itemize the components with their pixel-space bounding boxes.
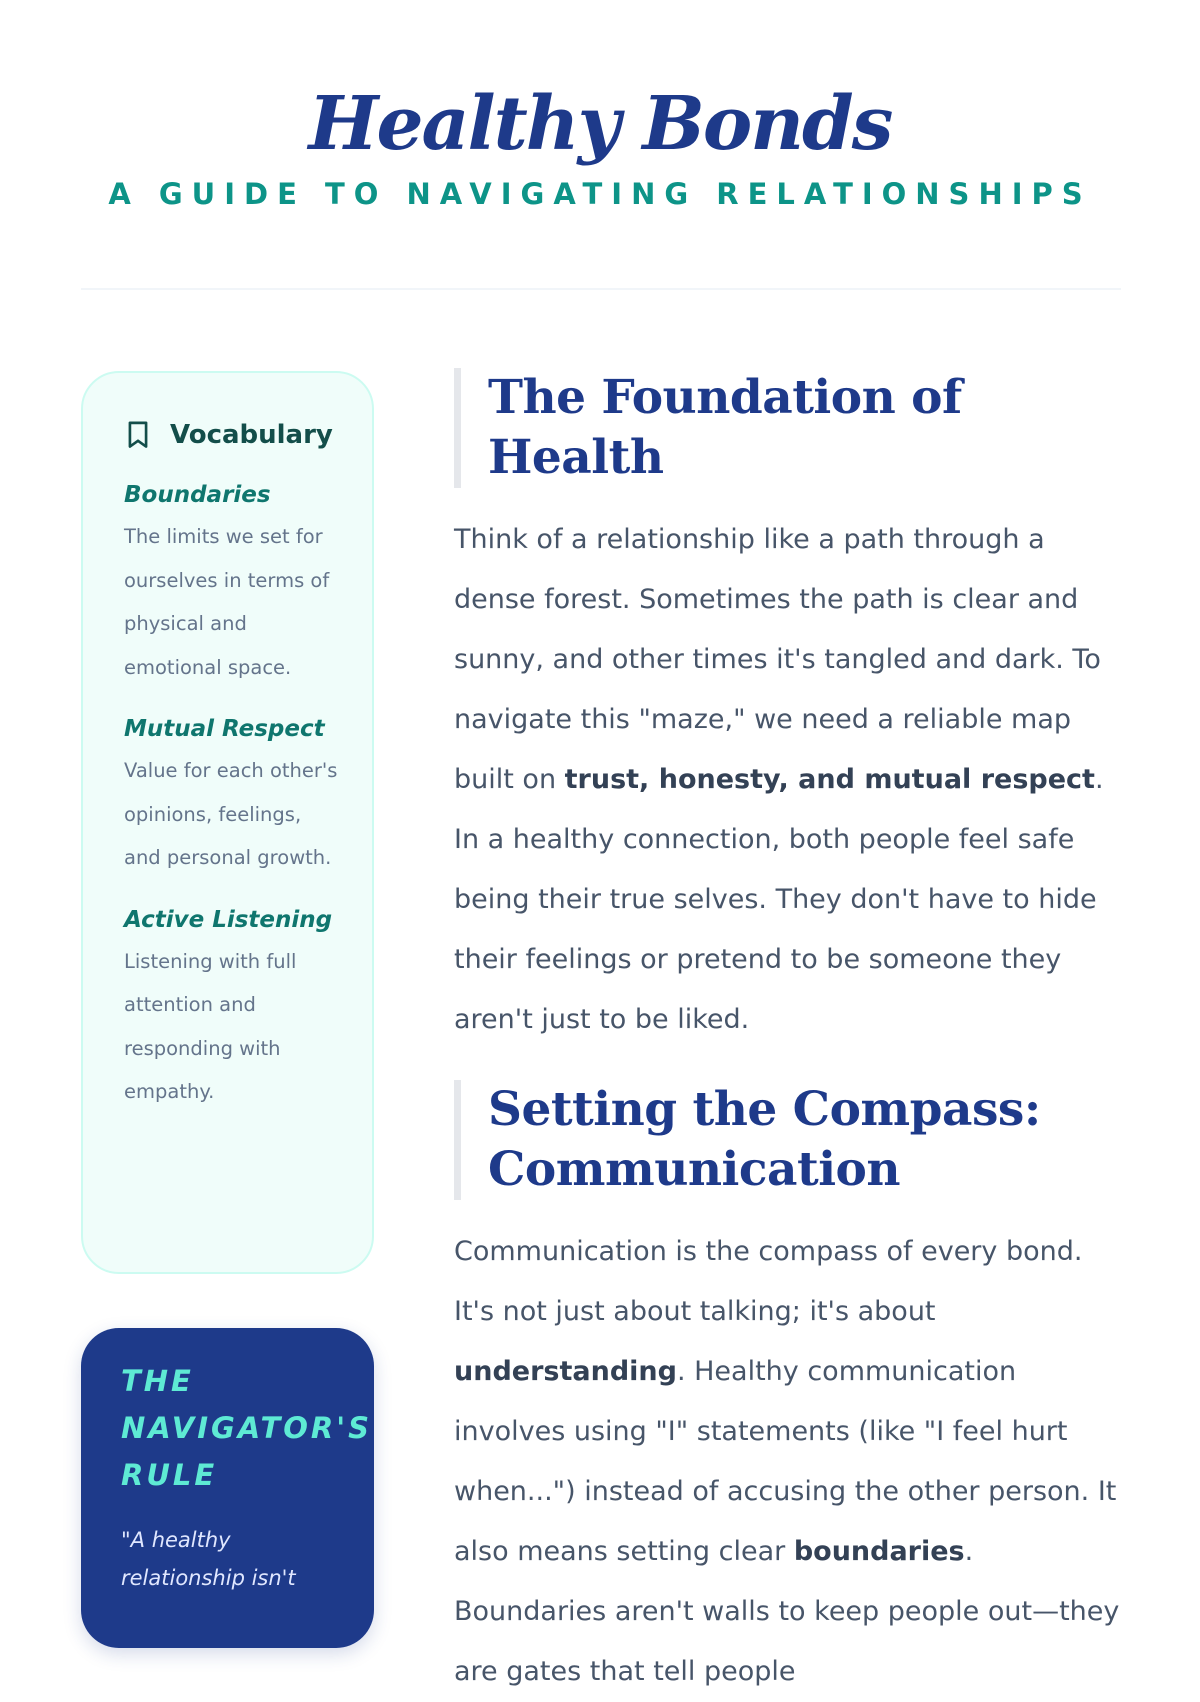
section-heading: Setting the Compass: Communication xyxy=(454,1080,1124,1200)
rule-title: THE NAVIGATOR'S RULE xyxy=(121,1364,372,1492)
header-divider xyxy=(81,288,1121,290)
vocabulary-header xyxy=(124,413,342,457)
section-foundation xyxy=(454,368,1124,1050)
vocab-term: Active Listening xyxy=(124,906,333,933)
main-content xyxy=(454,368,1124,1702)
rule-quote: "A healthy relationship isn't xyxy=(121,1528,296,1590)
navigator-rule-card xyxy=(81,1328,374,1648)
paragraph-text: . In a healthy connection, both people feel safe being their true selves. They don't have to hide their feelings or pretend to be someone they aren't just to be liked. xyxy=(454,764,1104,1035)
vocab-definition: Value for each other's opinions, feelings, and personal growth. xyxy=(124,759,338,869)
paragraph-text: Think of a relationship like a path through a dense forest. Sometimes the path is clear and sunny, and other times it's tangled and dark. To navigate this "maze," we need a reliable map built on xyxy=(454,524,1101,795)
paragraph-emphasis: understanding xyxy=(454,1356,677,1387)
paragraph-text: . Boundaries aren't walls to keep people out—they are gates that tell people xyxy=(454,1536,1120,1687)
section-heading: The Foundation of Health xyxy=(454,368,1124,488)
vocabulary-card xyxy=(81,371,374,1274)
paragraph-text: Communication is the compass of every bond. It's not just about talking; it's about xyxy=(454,1236,1083,1327)
vocab-definition: The limits we set for ourselves in terms of physical and emotional space. xyxy=(124,525,330,679)
vocab-item-boundaries xyxy=(124,479,342,689)
paragraph-emphasis: boundaries xyxy=(793,1536,965,1567)
vocab-definition: Listening with full attention and responding with empathy. xyxy=(124,949,297,1103)
section-communication xyxy=(454,1080,1124,1702)
vocabulary-title: Vocabulary xyxy=(170,420,333,450)
paragraph-emphasis: trust, honesty, and mutual respect xyxy=(564,764,1095,795)
bookmark-icon xyxy=(124,420,152,450)
page-subtitle: A GUIDE TO NAVIGATING RELATIONSHIPS xyxy=(108,177,1092,211)
vocab-term: Mutual Respect xyxy=(124,716,325,742)
vocab-item-active-listening xyxy=(124,904,342,1114)
vocab-term: Boundaries xyxy=(124,482,271,508)
vocab-item-mutual-respect xyxy=(124,713,342,880)
section-paragraph xyxy=(454,510,1124,1050)
paragraph-text: . Healthy communication involves using "I" statements (like "I feel hurt when...") instead of accusing the other person. It also means setting clear xyxy=(454,1356,1117,1567)
section-paragraph xyxy=(454,1222,1124,1702)
page-title: Healthy Bonds xyxy=(308,81,892,167)
